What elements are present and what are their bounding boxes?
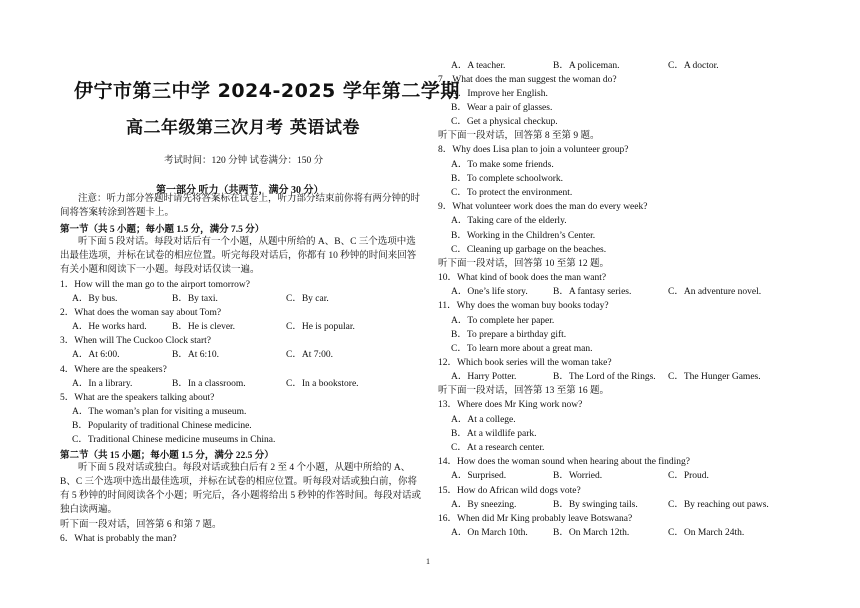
question-8-stem: 8．Why does Lisa plan to join a volunteer group? [438, 145, 629, 155]
question-2-stem: 2．What does the woman say about Tom? [60, 308, 222, 318]
question-10-option-a: A．One’s life story. [451, 287, 528, 297]
lead-q6-q7: 听下面一段对话，回答第 6 和第 7 题。 [60, 520, 222, 530]
exam-meta: 考试时间：120 分钟 试卷满分：150 分 [164, 156, 324, 166]
lead-q10-q12: 听下面一段对话，回答第 10 至第 12 题。 [438, 259, 610, 269]
question-10-option-c: C．An adventure novel. [668, 287, 762, 297]
page-number: 1 [426, 557, 430, 566]
question-14-option-a: A．Surprised. [451, 471, 507, 481]
question-11-option-a: A．To complete her paper. [451, 316, 555, 326]
part1-heading: 第一部分 听力（共两节，满分 30 分） [156, 185, 324, 196]
question-9-option-c: C．Cleaning up garbage on the beaches. [451, 245, 607, 255]
question-8-option-a: A．To make some friends. [451, 160, 554, 170]
question-14-option-b: B．Worried. [553, 471, 603, 481]
question-6-stem: 6．What is probably the man? [60, 534, 177, 544]
question-14-option-c: C．Proud. [668, 471, 709, 481]
question-4-option-b: B．In a classroom. [172, 379, 246, 389]
lead-q8-q9: 听下面一段对话，回答第 8 至第 9 题。 [438, 131, 600, 141]
question-1-option-b: B．By taxi. [172, 294, 218, 304]
question-5-option-b: B．Popularity of traditional Chinese medicine. [72, 421, 252, 431]
question-9-option-b: B．Working in the Children’s Center. [451, 231, 596, 241]
question-16-option-c: C．On March 24th. [668, 528, 745, 538]
question-13-stem: 13．Where does Mr King work now? [438, 400, 583, 410]
question-1-stem: 1．How will the man go to the airport tomorrow? [60, 280, 250, 290]
question-7-option-a: A．Improve her English. [451, 89, 548, 99]
question-15-option-a: A．By sneezing. [451, 500, 517, 510]
question-12-option-c: C．The Hunger Games. [668, 372, 761, 382]
section2-instruction: 听下面 5 段对话或独白。每段对话或独白后有 2 至 4 个小题，从题中所给的 A、B、C 三个选项中选出最佳选项，并标在试卷的相应位置。听每段对话或独白前，你将有 5 秒钟的时间阅读各个小题；听完后，各小题将给出 5 秒钟的作答时间。每段对话或独白读两遍。 [60, 463, 422, 515]
question-15-option-b: B．By swinging tails. [553, 500, 638, 510]
exam-subtitle: 高二年级第三次月考 英语试卷 [126, 118, 360, 138]
question-10-stem: 10．What kind of book does the man want? [438, 273, 607, 283]
question-7-option-b: B．Wear a pair of glasses. [451, 103, 553, 113]
question-12-option-a: A．Harry Potter. [451, 372, 517, 382]
question-10-option-b: B．A fantasy series. [553, 287, 632, 297]
question-3-option-b: B．At 6:10. [172, 350, 219, 360]
question-5-option-c: C．Traditional Chinese medicine museums in China. [72, 435, 276, 445]
question-4-option-a: A．In a library. [72, 379, 133, 389]
question-12-stem: 12．Which book series will the woman take? [438, 358, 612, 368]
question-12-option-b: B．The Lord of the Rings. [553, 372, 656, 382]
question-1-option-c: C．By car. [286, 294, 329, 304]
question-13-option-a: A．At a college. [451, 415, 516, 425]
section1-heading: 第一节（共 5 小题；每小题 1.5 分，满分 7.5 分） [60, 225, 265, 235]
question-5-stem: 5．What are the speakers talking about? [60, 393, 215, 403]
section1-instruction: 听下面 5 段对话。每段对话后有一个小题，从题中所给的 A、B、C 三个选项中选出最佳选项，并标在试卷的相应位置。听完每段对话后，你都有 10 秒钟的时间来回答有关小题和阅读下一小题。每段对话仅读一遍。 [60, 237, 417, 275]
question-9-stem: 9．What volunteer work does the man do every week? [438, 202, 648, 212]
question-1-option-a: A．By bus. [72, 294, 118, 304]
question-4-option-c: C．In a bookstore. [286, 379, 359, 389]
question-2-option-c: C．He is popular. [286, 322, 355, 332]
question-16-stem: 16．When did Mr King probably leave Botswana? [438, 514, 633, 524]
question-11-stem: 11．Why does the woman buy books today? [438, 301, 609, 311]
question-7-stem: 7．What does the man suggest the woman do? [438, 75, 617, 85]
question-8-option-c: C．To protect the environment. [451, 188, 573, 198]
question-4-stem: 4．Where are the speakers? [60, 365, 167, 375]
question-3-option-a: A．At 6:00. [72, 350, 120, 360]
question-6-option-b: B．A policeman. [553, 61, 620, 71]
lead-q13-q16: 听下面一段对话，回答第 13 至第 16 题。 [438, 386, 610, 396]
question-13-option-b: B．At a wildlife park. [451, 429, 537, 439]
notice: 注意：听力部分答题时请先将答案标在试卷上，听力部分结束前你将有两分钟的时间将答案转涂到答题卡上。 [60, 194, 421, 218]
question-5-option-a: A．The woman’s plan for visiting a museum. [72, 407, 247, 417]
question-15-option-c: C．By reaching out paws. [668, 500, 769, 510]
question-9-option-a: A．Taking care of the elderly. [451, 216, 567, 226]
question-15-stem: 15．How do African wild dogs vote? [438, 486, 581, 496]
question-2-option-a: A．He works hard. [72, 322, 147, 332]
question-16-option-b: B．On March 12th. [553, 528, 630, 538]
exam-title: 伊宁市第三中学 2024-2025 学年第二学期 [74, 80, 460, 102]
question-11-option-c: C．To learn more about a great man. [451, 344, 593, 354]
question-11-option-b: B．To prepare a birthday gift. [451, 330, 567, 340]
question-2-option-b: B．He is clever. [172, 322, 236, 332]
question-8-option-b: B．To complete schoolwork. [451, 174, 563, 184]
question-7-option-c: C．Get a physical checkup. [451, 117, 558, 127]
question-14-stem: 14．How does the woman sound when hearing about the finding? [438, 457, 690, 467]
question-13-option-c: C．At a research center. [451, 443, 545, 453]
question-16-option-a: A．On March 10th. [451, 528, 528, 538]
question-3-option-c: C．At 7:00. [286, 350, 333, 360]
section2-heading: 第二节（共 15 小题；每小题 1.5 分，满分 22.5 分） [60, 451, 274, 461]
question-6-option-a: A．A teacher. [451, 61, 506, 71]
question-3-stem: 3．When will The Cuckoo Clock start? [60, 336, 212, 346]
question-6-option-c: C．A doctor. [668, 61, 719, 71]
